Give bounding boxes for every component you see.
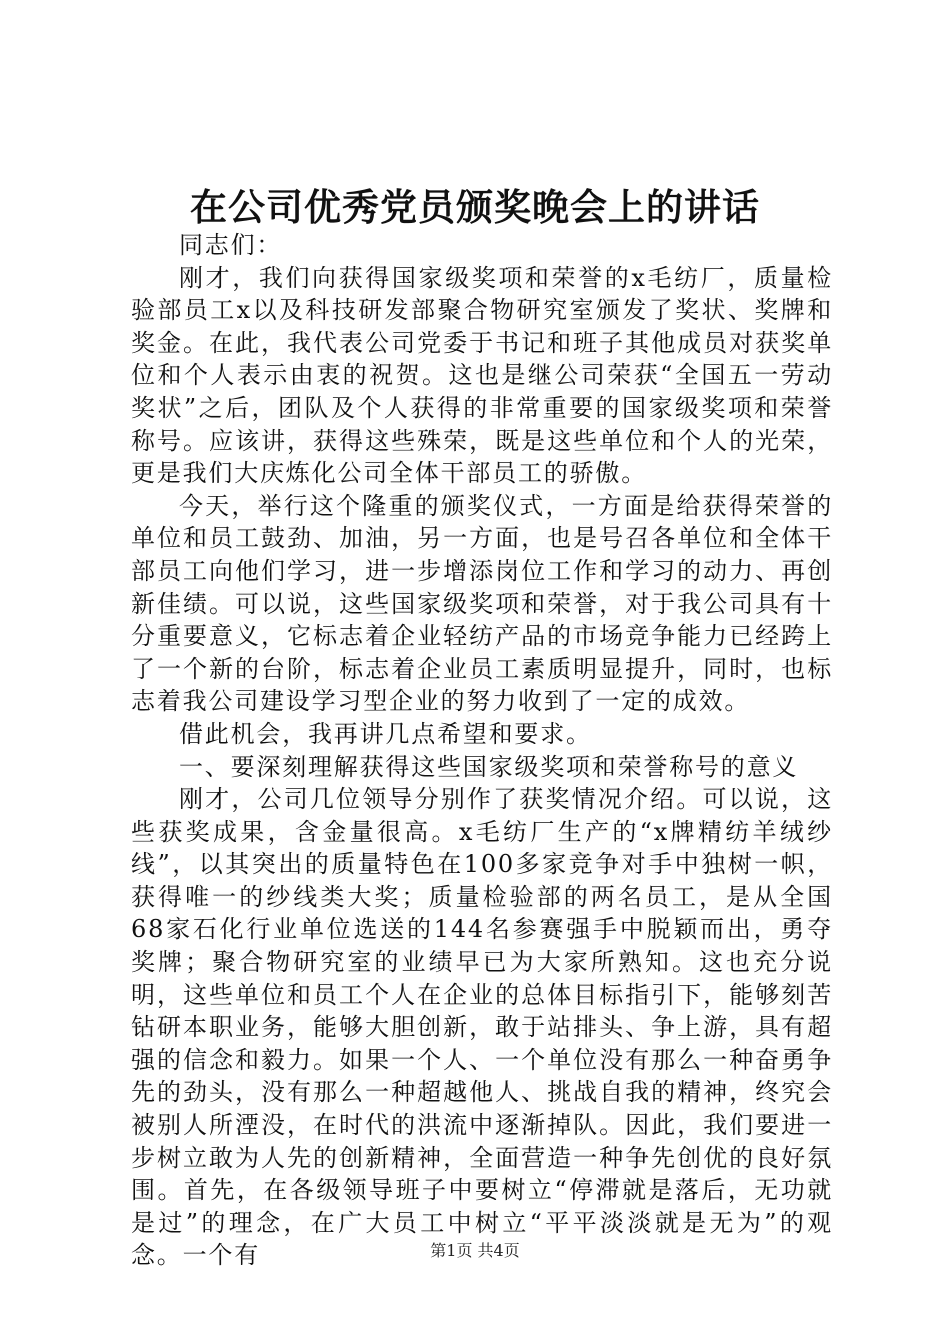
paragraph: 刚才，我们向获得国家级奖项和荣誉的x毛纺厂，质量检验部员工x以及科技研发部聚合物研究室颁发了奖状、奖牌和奖金。在此，我代表公司党委于书记和班子其他成员对获奖单位和个人表示由衷的祝贺。这也是继公司荣获“全国五一劳动奖状”之后，团队及个人获得的非常重要的国家级奖项和荣誉称号。应该讲，获得这些殊荣，既是这些单位和个人的光荣，更是我们大庆炼化公司全体干部员工的骄傲。 bbox=[131, 263, 833, 488]
paragraph: 今天，举行这个隆重的颁奖仪式，一方面是给获得荣誉的单位和员工鼓劲、加油，另一方面，也是号召各单位和全体干部员工向他们学习，进一步增添岗位工作和学习的动力、再创新佳绩。可以说，这些国家级奖项和荣誉，对于我公司具有十分重要意义，它标志着企业轻纺产品的市场竞争能力已经跨上了一个新的台阶，标志着企业员工素质明显提升，同时，也标志着我公司建设学习型企业的努力收到了一定的成效。 bbox=[131, 491, 833, 716]
section-heading: 一、要深刻理解获得这些国家级奖项和荣誉称号的意义 bbox=[179, 752, 799, 781]
salutation: 同志们： bbox=[179, 231, 283, 259]
document-body bbox=[131, 229, 833, 1272]
paragraph: 刚才，公司几位领导分别作了获奖情况介绍。可以说，这些获奖成果，含金量很高。x毛纺厂生产的“x牌精纺羊绒纱线”，以其突出的质量特色在100多家竞争对手中独树一帜，获得唯一的纱线类大奖；质量检验部的两名员工，是从全国68家石化行业单位选送的144名参赛强手中脱颖而出，勇夺奖牌；聚合物研究室的业绩早已为大家所熟知。这也充分说明，这些单位和员工个人在企业的总体目标指引下，能够刻苦钻研本职业务，能够大胆创新，敢于站排头、争上游，具有超强的信念和毅力。如果一个人、一个单位没有那么一种奋勇争先的劲头，没有那么一种超越他人、挑战自我的精神，终究会被别人所湮没，在时代的洪流中逐渐掉队。因此，我们要进一步树立敢为人先的创新精神，全面营造一种争先创优的良好氛围。首先，在各级领导班子中要树立“停滞就是落后，无功就是过”的理念，在广大员工中树立“平平淡淡就是无为”的观念。一个有 bbox=[131, 785, 833, 1270]
paragraph: 借此机会，我再讲几点希望和要求。 bbox=[179, 719, 592, 748]
page-footer: 第1页 共4页 bbox=[430, 1241, 520, 1260]
document-title: 在公司优秀党员颁奖晚会上的讲话 bbox=[190, 185, 760, 229]
